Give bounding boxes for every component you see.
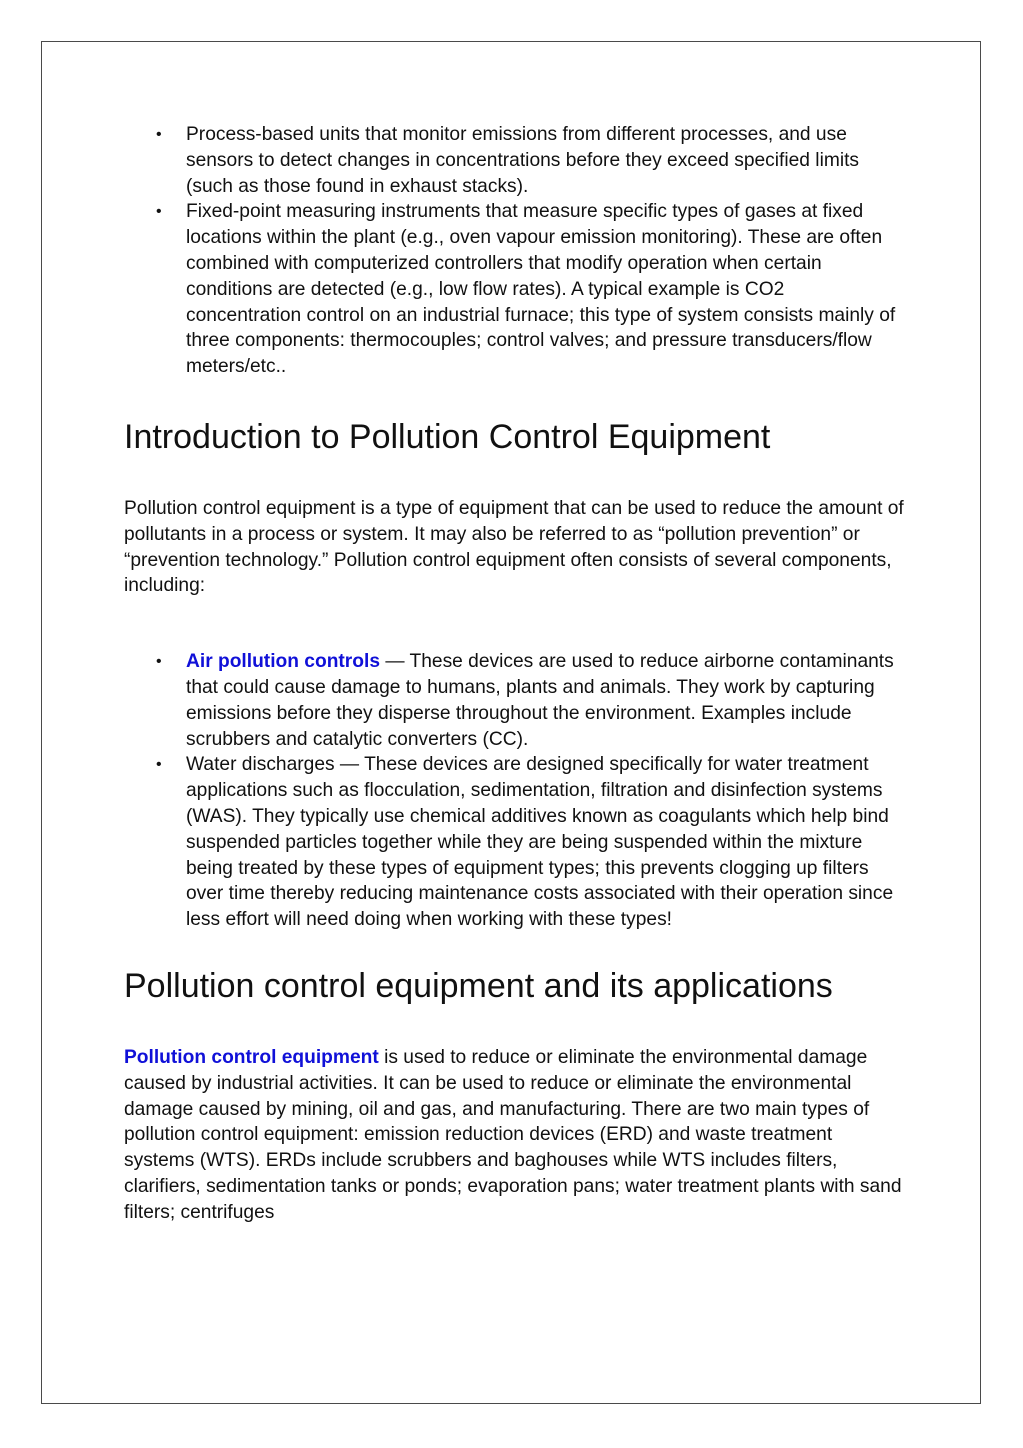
- list-item-text: Water discharges — These devices are designed specifically for water treatment applications such as flocculation, sedimentation, filtration and disinfection systems (WAS). They typically use chemical additives known as coagulants which help bind suspended particles together while they are being suspended within the mixture being treated by these types of equipment types; this prevents clogging up filters over time thereby reducing maintenance costs associated with their operation since less effort will need doing when working with these types!: [186, 754, 894, 931]
- bullet-icon: •: [156, 203, 162, 221]
- section-heading-applications: Pollution control equipment and its applications: [124, 966, 833, 1005]
- list-item-text: Process-based units that monitor emissions from different processes, and use sensors to detect changes in concentrations before they exceed specified limits (such as those found in exhaust stacks).: [186, 124, 860, 197]
- components-list: [124, 649, 904, 933]
- list-item: [124, 752, 904, 933]
- document-content: [124, 122, 904, 1226]
- list-item: [124, 122, 904, 199]
- air-pollution-controls-link[interactable]: Air pollution controls: [186, 651, 380, 673]
- pollution-control-equipment-link[interactable]: Pollution control equipment: [124, 1046, 379, 1068]
- bullet-icon: •: [156, 756, 162, 774]
- monitoring-units-list: [124, 122, 904, 380]
- introduction-paragraph: Pollution control equipment is a type of equipment that can be used to reduce the amount of pollutants in a process or system. It may also be referred to as “pollution prevention” or “prevention technology.” Pollution control equipment often consists of several components, including:: [124, 497, 904, 597]
- bullet-icon: •: [156, 126, 162, 143]
- list-item-text: Fixed-point measuring instruments that measure specific types of gases at fixed locations within the plant (e.g., oven vapour emission monitoring). These are often combined with computerized controllers that modify operation when certain conditions are detected (e.g., low flow rates). A typical example is CO2 concentration control on an industrial furnace; this type of system consists mainly of three components: thermocouples; control valves; and pressure transducers/flow meters/etc..: [186, 201, 896, 378]
- bullet-icon: •: [156, 653, 162, 671]
- applications-paragraph-text: is used to reduce or eliminate the environmental damage caused by industrial activities. It can be used to reduce or eliminate the environmental damage caused by mining, oil and gas, and manufacturing. There are two main types of pollution control equipment: emission reduction devices (ERD) and waste treatment systems (WTS). ERDs include scrubbers and baghouses while WTS includes filters, clarifiers, sedimentation tanks or ponds; evaporation pans; water treatment plants with sand filters; centrifuges: [124, 1046, 902, 1223]
- list-item-text: — These devices are used to reduce airborne contaminants that could cause damage to humans, plants and animals. They work by capturing emissions before they disperse throughout the environment. Examples include scrubbers and catalytic converters (CC).: [186, 651, 894, 750]
- applications-paragraph: [124, 1045, 904, 1226]
- list-item: [124, 649, 904, 752]
- section-heading-introduction: Introduction to Pollution Control Equipment: [124, 417, 771, 456]
- list-item: [124, 199, 904, 380]
